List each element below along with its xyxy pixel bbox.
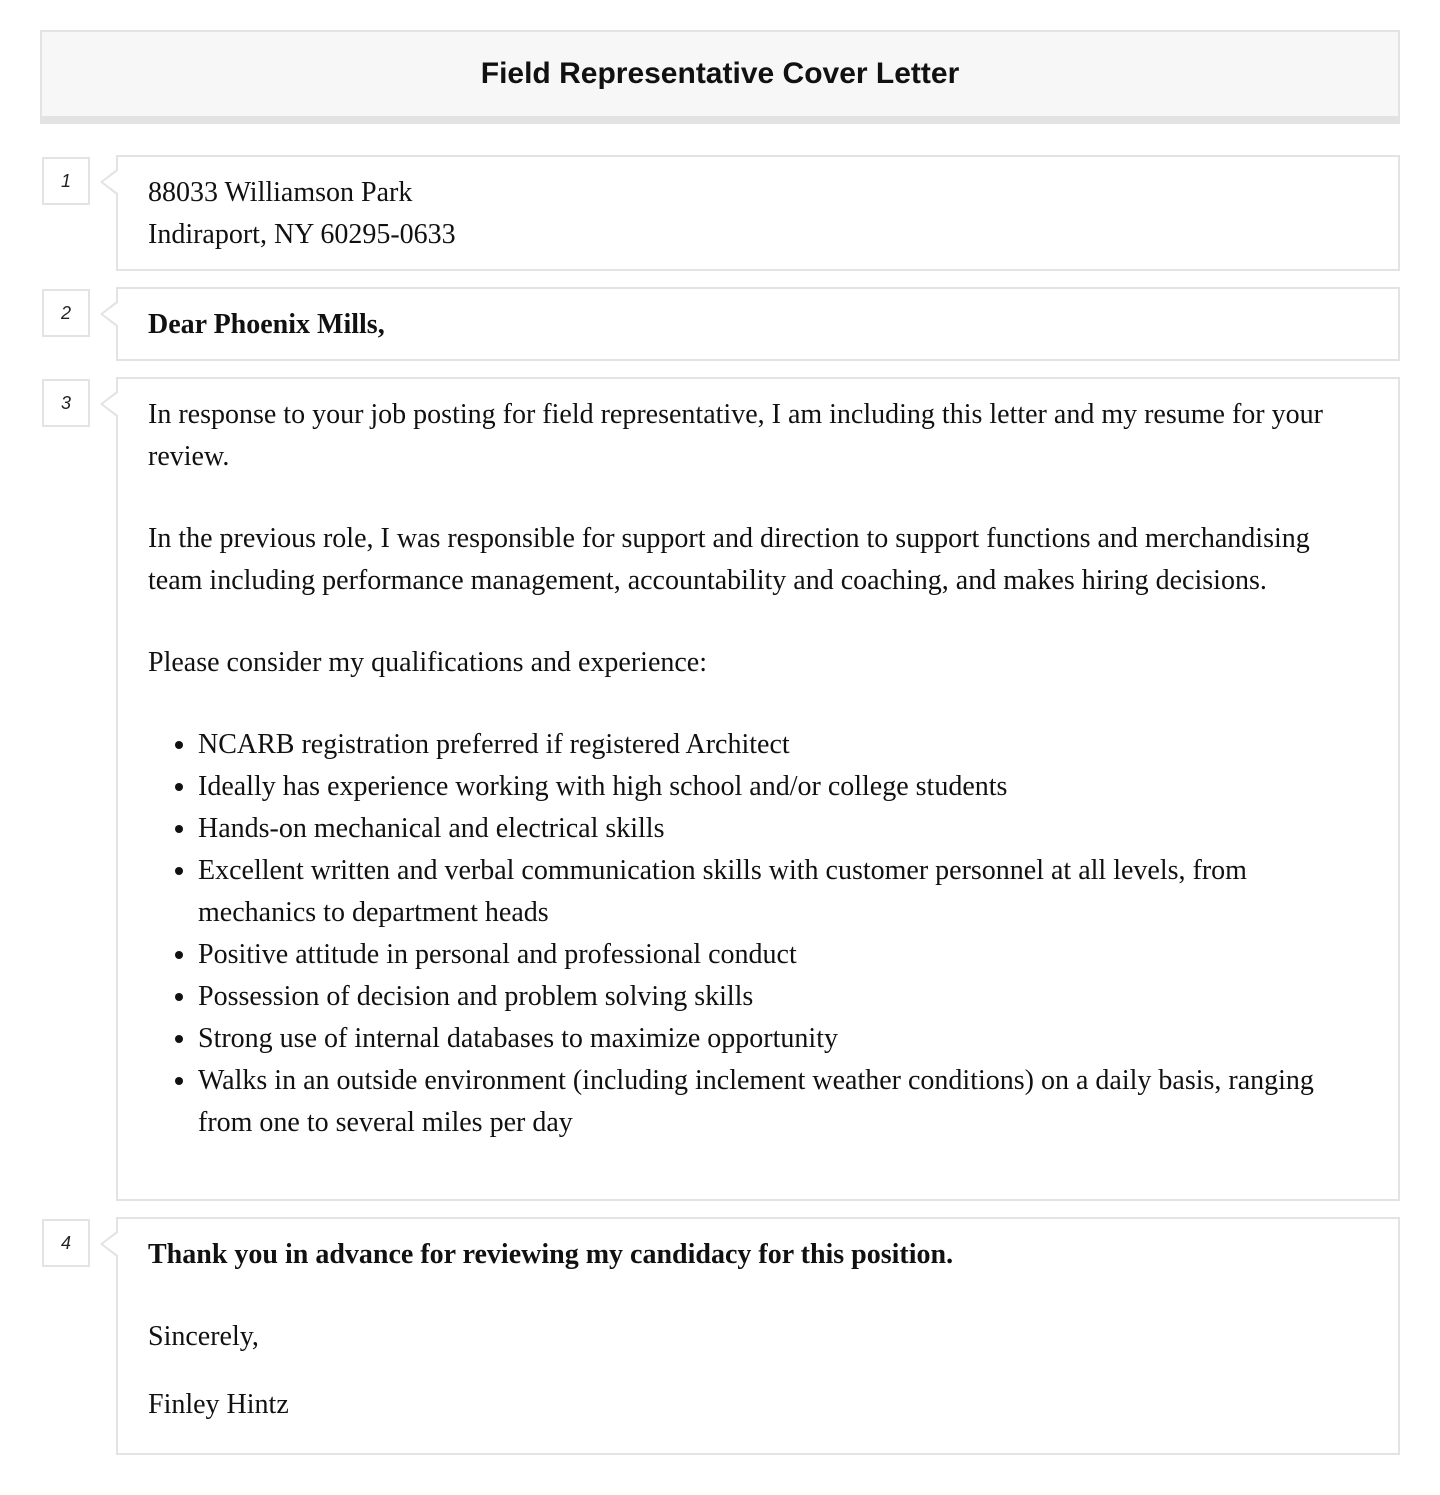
body-paragraph: Please consider my qualifications and experience:	[148, 647, 708, 678]
qualifications-list	[148, 724, 1368, 1144]
section-number: 4	[42, 1219, 90, 1267]
sign-off: Sincerely,	[148, 1321, 259, 1352]
list-item: • Strong use of internal databases to maximize opportunity	[198, 1018, 1368, 1060]
list-item: • Ideally has experience working with high school and/or college students	[198, 766, 1368, 808]
list-item: • Positive attitude in personal and professional conduct	[198, 934, 1368, 976]
list-item: • Excellent written and verbal communication skills with customer personnel at all levels, from mechanics to department heads	[198, 850, 1368, 934]
body-paragraph: In response to your job posting for field representative, I am including this letter and my resume for your review.	[148, 399, 1323, 472]
page-title: Field Representative Cover Letter	[480, 57, 960, 90]
closing-statement: Thank you in advance for reviewing my candidacy for this position.	[148, 1239, 954, 1270]
greeting: Dear Phoenix Mills,	[148, 309, 385, 340]
section-number: 1	[42, 157, 90, 205]
signature-name: Finley Hintz	[148, 1389, 289, 1420]
body-paragraph: In the previous role, I was responsible for support and direction to support functions and merchandising team including performance management, accountability and coaching, and makes hiring decisions.	[148, 523, 1310, 596]
section-content	[118, 1219, 1398, 1445]
section-content	[118, 157, 1398, 275]
section-box	[116, 287, 1400, 361]
list-item: • Walks in an outside environment (including inclement weather conditions) on a daily basis, ranging from one to several miles per day	[198, 1060, 1368, 1144]
address-line-2: Indiraport, NY 60295-0633	[148, 219, 456, 250]
section-box	[116, 1217, 1400, 1455]
page-header	[40, 30, 1400, 124]
address-line-1: 88033 Williamson Park	[148, 177, 413, 208]
section-content	[118, 379, 1398, 1163]
section-box	[116, 377, 1400, 1201]
section-content	[118, 289, 1398, 365]
section-number: 3	[42, 379, 90, 427]
section-box	[116, 155, 1400, 271]
section-number: 2	[42, 289, 90, 337]
list-item: • Possession of decision and problem solving skills	[198, 976, 1368, 1018]
list-item: • NCARB registration preferred if registered Architect	[198, 724, 1368, 766]
list-item: • Hands-on mechanical and electrical skills	[198, 808, 1368, 850]
